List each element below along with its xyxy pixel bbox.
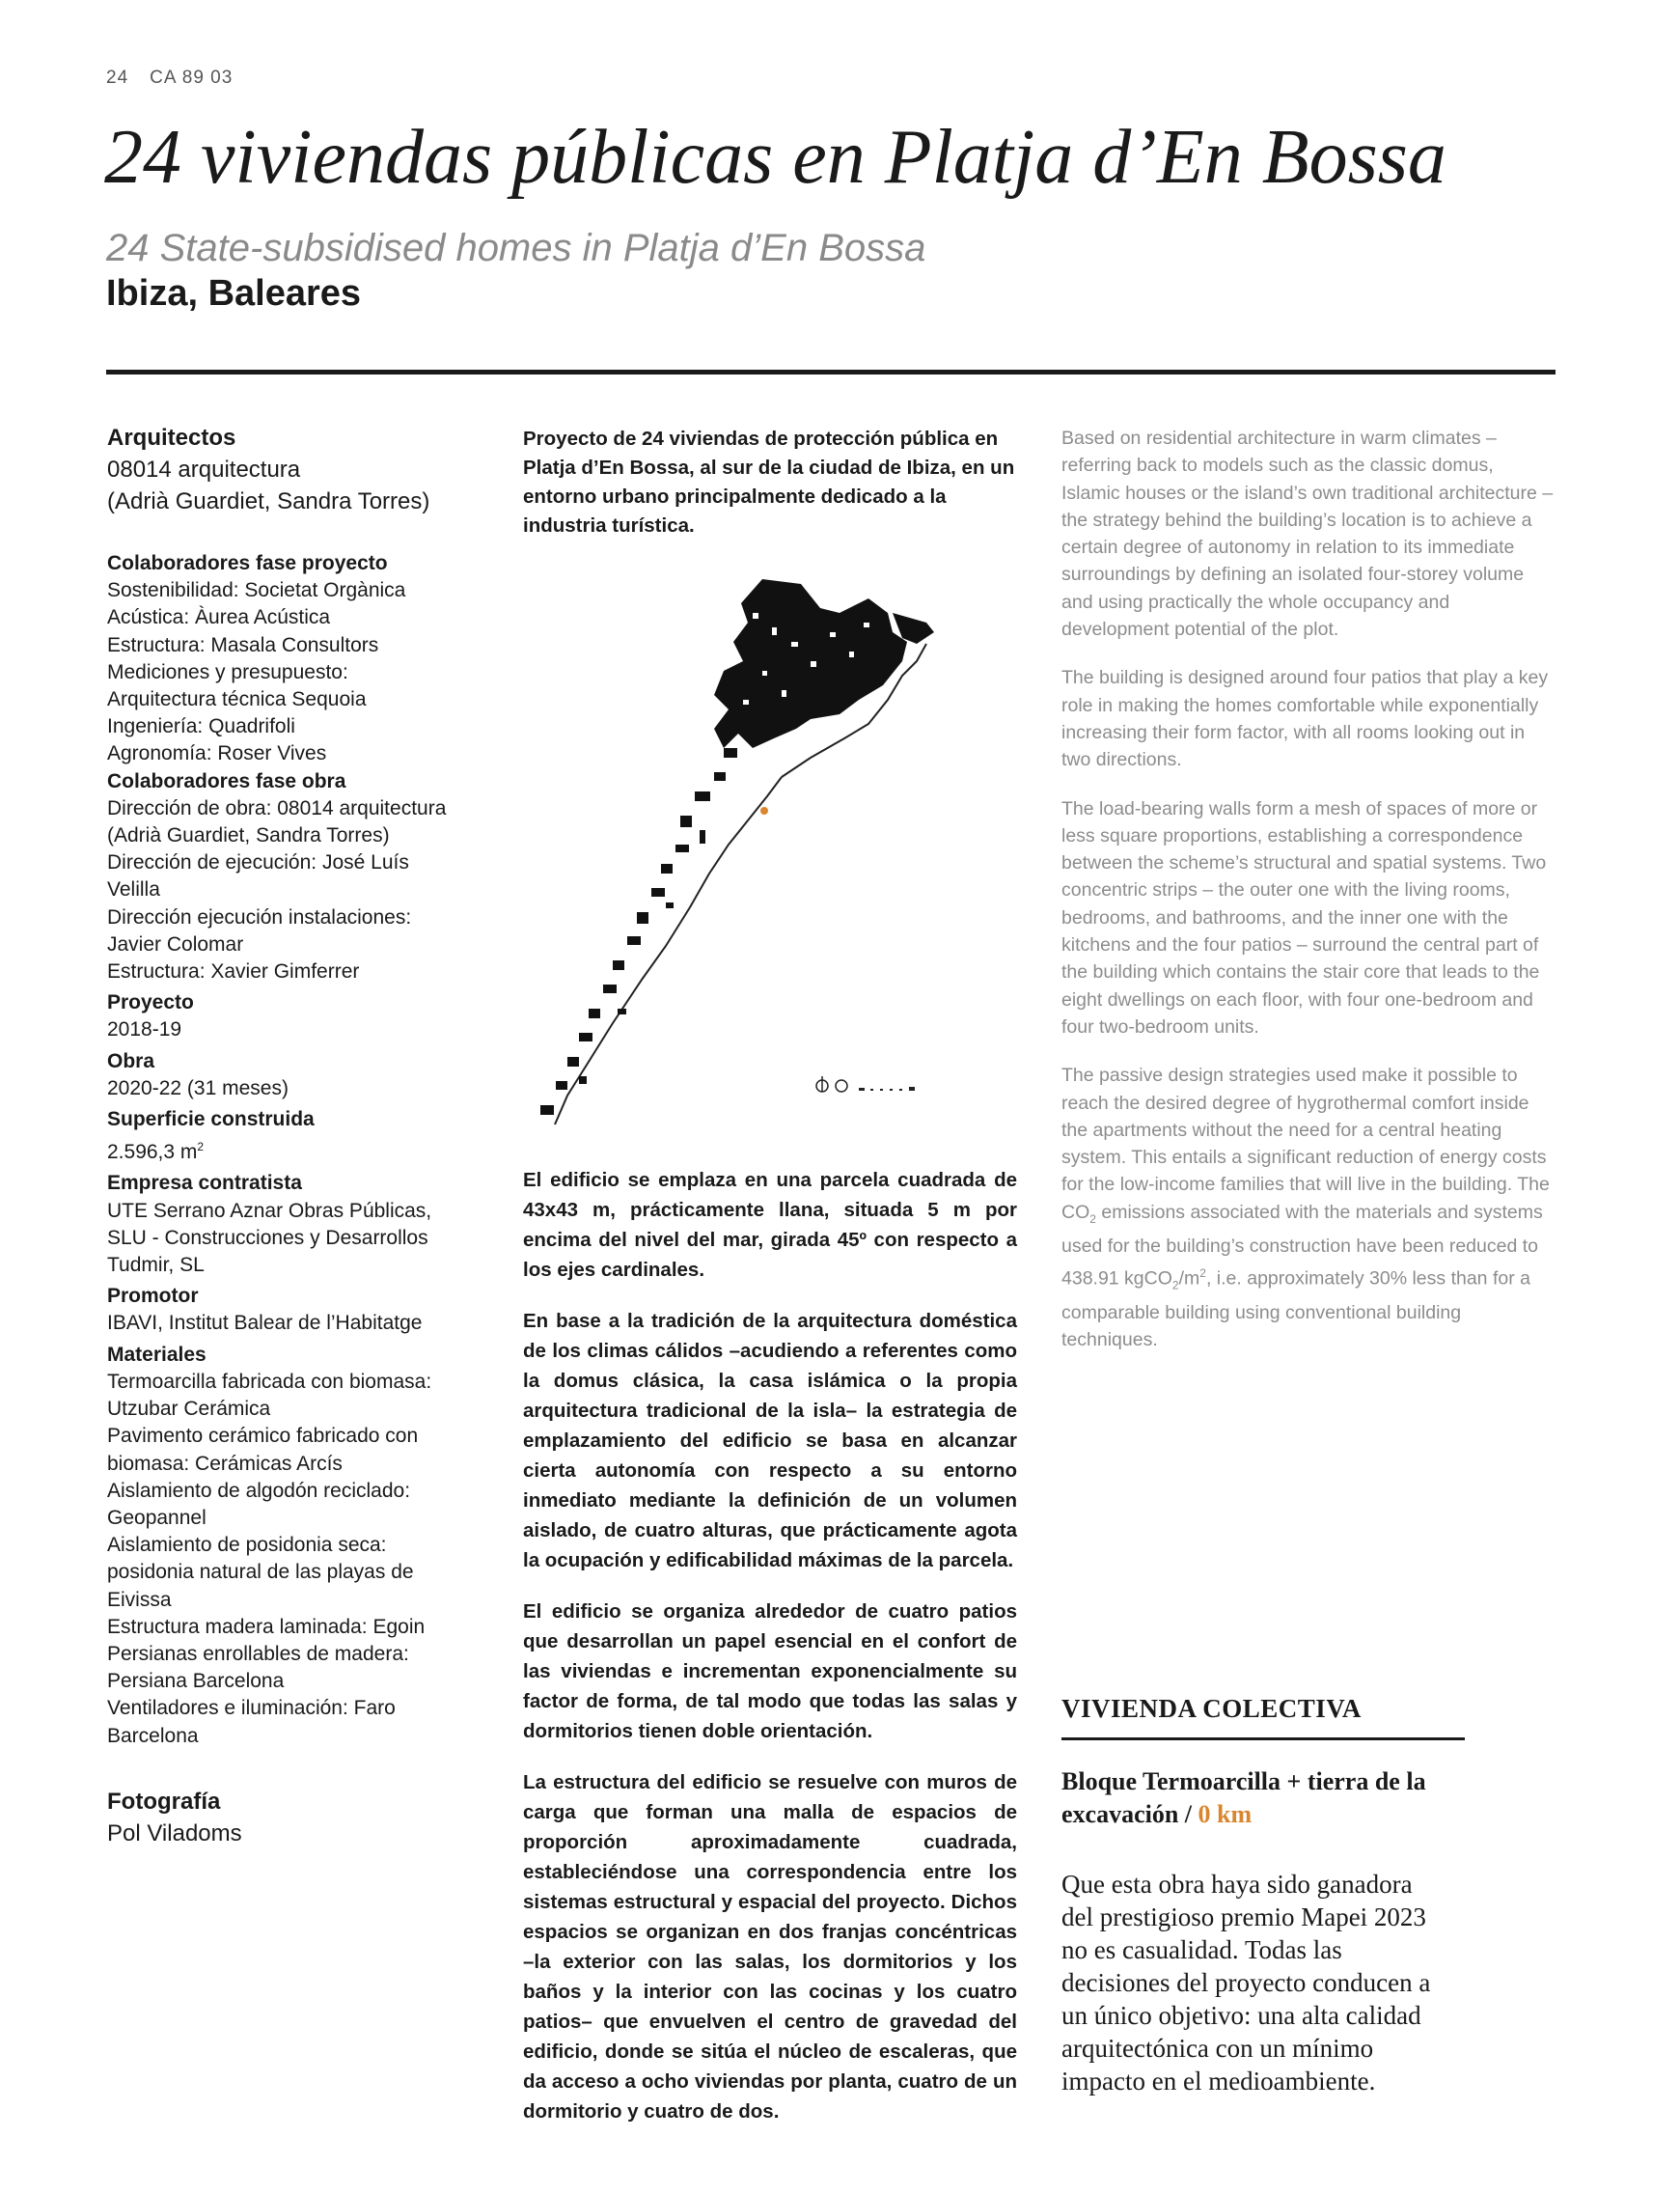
credit-line: Aislamiento de algodón reciclado: xyxy=(107,1479,411,1502)
north-arrow-icon xyxy=(816,1076,847,1092)
architects-line: 08014 arquitectura xyxy=(107,457,301,483)
credit-line: Ingeniería: Quadrifoli xyxy=(107,715,295,738)
promoter-label: Promotor xyxy=(107,1285,199,1308)
credit-line: Tudmir, SL xyxy=(107,1254,205,1277)
english-paragraph xyxy=(1061,1062,1556,1353)
promoter-value: IBAVI, Institut Balear de l’Habitatge xyxy=(107,1312,423,1335)
unit-superscript: 2 xyxy=(1199,1266,1206,1281)
article-subtitle: 24 State-subsidised homes in Platja d’En Bossa xyxy=(106,227,926,269)
credit-line: SLU - Construcciones y Desarrollos xyxy=(107,1226,428,1249)
credit-line: Dirección de ejecución: José Luís xyxy=(107,851,409,874)
area-value-line xyxy=(107,1133,493,1166)
english-text-segment: The passive design strategies used make it possible to reach the desired degree of hygrothermal comfort inside the apartments without the need for a central heating system. This entails a significant reduction of energy costs for the low-income families that will live in the building. The CO xyxy=(1061,1065,1550,1223)
project-years: 2018-19 xyxy=(107,1018,182,1041)
spanish-paragraph: La estructura del edificio se resuelve con muros de carga que forman una malla de espacios de proporción aproximadamente cuadrada, estableciéndose una correspondencia entre los sistemas estructural y espacial del proyecto. Dichos espacios se organizan en dos franjas concéntricas –la exterior con las salas, los dormitorios y los baños y la interior con las cocinas y los cuatro patios– que envuelven el centro de gravedad del edificio, donde se sitúa el núcleo de escaleras, que da acceso a ocho viviendas por planta, cuatro de un dormitorio y cuatro de dos. xyxy=(523,1771,1017,2123)
credit-line: Persiana Barcelona xyxy=(107,1670,285,1693)
credit-line: Mediciones y presupuesto: xyxy=(107,660,348,683)
material-heading xyxy=(1061,1765,1467,1831)
credit-line: Barcelona xyxy=(107,1724,199,1747)
credit-line: posidonia natural de las playas de xyxy=(107,1561,414,1584)
credit-line: Dirección ejecución instalaciones: xyxy=(107,905,412,929)
area-label: Superficie construida xyxy=(107,1108,315,1131)
co2-subscript: 2 xyxy=(1089,1211,1096,1226)
credit-line: Ventiladores e iluminación: Faro xyxy=(107,1697,396,1720)
sidebar-quote: Que esta obra haya sido ganadora del prestigioso premio Mapei 2023 no es casualidad. Todas las decisiones del proyecto conducen a un único objetivo: una alta calidad arquitectónica con un mínimo impacto en el medioambiente. xyxy=(1061,1870,1431,2096)
credit-line: Velilla xyxy=(107,878,160,902)
title-divider xyxy=(106,370,1556,375)
credit-line: Utzubar Cerámica xyxy=(107,1398,271,1421)
site-location-map xyxy=(521,555,1023,1134)
credit-line: Pavimento cerámico fabricado con xyxy=(107,1425,419,1448)
page-number: 24 xyxy=(106,68,129,88)
credit-line: Estructura madera laminada: Egoin xyxy=(107,1615,426,1638)
credit-line: Agronomía: Roser Vives xyxy=(107,742,327,765)
spanish-paragraph: El edificio se emplaza en una parcela cuadrada de 43x43 m, prácticamente llana, situada 5 m por encima del nivel del mar, girada 45º con respecto a los ejes cardinales. xyxy=(523,1169,1017,1281)
credit-line: (Adrià Guardiet, Sandra Torres) xyxy=(107,824,390,847)
credit-line: UTE Serrano Aznar Obras Públicas, xyxy=(107,1199,432,1222)
km-distance: 0 km xyxy=(1198,1800,1253,1828)
credit-line: Acústica: Àurea Acústica xyxy=(107,606,331,629)
english-text-segment: emissions associated with the materials and systems used for the building’s construction have been reduced to 438.91 kgCO xyxy=(1061,1201,1543,1290)
credit-line: Persianas enrollables de madera: xyxy=(107,1642,409,1665)
article-location: Ibiza, Baleares xyxy=(106,273,362,314)
architects-line: (Adrià Guardiet, Sandra Torres) xyxy=(107,488,430,514)
project-site-marker xyxy=(760,807,768,815)
spanish-intro: Proyecto de 24 viviendas de protección pública en Platja d’En Bossa, al sur de la ciudad de Ibiza, en un entorno urbano principalmente dedicado a la industria turística. xyxy=(523,428,1015,537)
issue-number: CA 89 03 xyxy=(150,68,234,88)
credit-line: Arquitectura técnica Sequoia xyxy=(107,688,367,711)
credit-line: Dirección de obra: 08014 arquitectura xyxy=(107,796,447,819)
contractor-label: Empresa contratista xyxy=(107,1172,302,1195)
material-text: Bloque Termoarcilla + tierra de la excavación / xyxy=(1061,1767,1426,1828)
materials-label: Materiales xyxy=(107,1343,207,1366)
sidebar-box xyxy=(1061,1694,1467,2097)
credit-line: Eivissa xyxy=(107,1588,172,1611)
co2-subscript: 2 xyxy=(1171,1278,1179,1292)
section-heading: VIVIENDA COLECTIVA xyxy=(1061,1694,1465,1740)
credit-line: biomasa: Cerámicas Arcís xyxy=(107,1452,343,1475)
credit-line: Aislamiento de posidonia seca: xyxy=(107,1534,387,1557)
english-text-segment: /m xyxy=(1178,1267,1200,1290)
english-paragraph: The building is designed around four patios that play a key role in making the homes comfortable while exponentially increasing their form factor, with all rooms looking out in two directions. xyxy=(1061,667,1549,771)
area-value: 2.596,3 m xyxy=(107,1141,198,1164)
project-label: Proyecto xyxy=(107,991,194,1014)
spanish-body xyxy=(523,1165,1017,2148)
credit-line: Estructura: Xavier Gimferrer xyxy=(107,960,360,984)
works-label: Obra xyxy=(107,1049,155,1072)
spanish-paragraph: El edificio se organiza alrededor de cuatro patios que desarrollan un papel esencial en el confort de las viviendas e incrementan exponencialmente su factor de forma, de tal modo que todas las salas y dormitorios tienen doble orientación. xyxy=(523,1600,1017,1742)
folio xyxy=(106,68,254,89)
credit-line: Geopannel xyxy=(107,1506,207,1529)
photography-label: Fotografía xyxy=(107,1788,221,1815)
credit-line: Estructura: Masala Consultors xyxy=(107,633,379,656)
architects-label: Arquitectos xyxy=(107,425,236,451)
credits-column xyxy=(107,423,493,1849)
english-paragraph: Based on residential architecture in warm climates – referring back to models such as the classic domus, Islamic houses or the island’s own traditional architecture – the strategy behind the building’s location is to achieve a certain degree of autonomy in relation to its immediate surroundings by defining an isolated four-storey volume and using practically the whole occupancy and development potential of the plot. xyxy=(1061,428,1554,641)
photographer: Pol Viladoms xyxy=(107,1819,242,1846)
english-paragraph: The load-bearing walls form a mesh of spaces of more or less square proportions, establishing a correspondence between the scheme’s structural and spatial systems. Two concentric strips – the outer one with the living rooms, bedrooms, and bathrooms, and the inner one with the kitchens and the four patios – surround the central part of the building which contains the stair core that leads to the eight dwellings on each floor, with four one-bedroom and four two-bedroom units. xyxy=(1061,797,1547,1038)
area-unit-exponent: 2 xyxy=(197,1140,205,1154)
credit-line: Javier Colomar xyxy=(107,932,244,956)
works-years: 2020-22 (31 meses) xyxy=(107,1076,289,1099)
works-phase-label: Colaboradores fase obra xyxy=(107,769,346,792)
credit-line: Termoarcilla fabricada con biomasa: xyxy=(107,1370,432,1393)
english-column xyxy=(1061,425,1556,1374)
spanish-paragraph: En base a la tradición de la arquitectura doméstica de los climas cálidos –acudiendo a referentes como la domus clásica, la casa islámica o la propia arquitectura tradicional de la isla– la estrategia de emplazamiento del edificio se basa en alcanzar cierta autonomía con respecto a su entorno inmediato mediante la definición de un volumen aislado, de cuatro alturas, que prácticamente agota la ocupación y edificabilidad máximas de la parcela. xyxy=(523,1310,1017,1571)
coastal-buildings xyxy=(540,748,737,1115)
scale-bar xyxy=(859,1087,915,1091)
credit-line: Sostenibilidad: Societat Orgànica xyxy=(107,579,406,602)
project-phase-label: Colaboradores fase proyecto xyxy=(107,552,388,574)
article-title: 24 viviendas públicas en Platja d’En Bossa xyxy=(104,115,1446,200)
english-text-segment: , i.e. approximately 30% less than for a comparable building using conventional building techniques. xyxy=(1061,1267,1530,1351)
